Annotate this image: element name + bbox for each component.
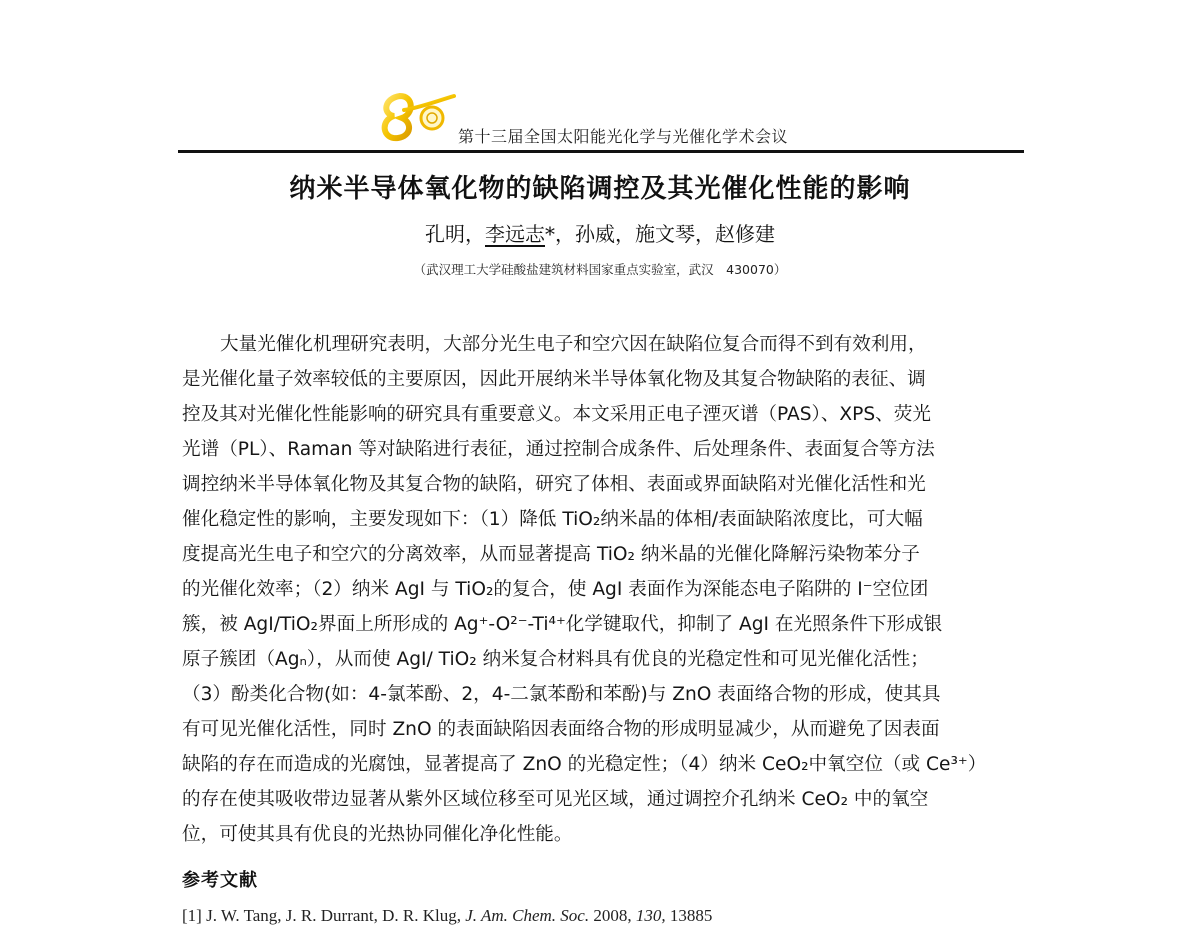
abstract-body bbox=[182, 327, 1022, 852]
abstract-line: 催化稳定性的影响，主要发现如下：（1）降低 TiO₂纳米晶的体相/表面缺陷浓度比，可大幅 bbox=[182, 509, 923, 530]
abstract-line: 的存在使其吸收带边显著从紫外区域位移至可见光区域，通过调控介孔纳米 CeO₂ 中的氧空 bbox=[182, 789, 929, 810]
conference-name: 第十三届全国太阳能光化学与光催化学术会议 bbox=[458, 127, 789, 146]
abstract-line: 是光催化量子效率较低的主要原因，因此开展纳米半导体氧化物及其复合物缺陷的表征、调 bbox=[182, 369, 926, 390]
abstract-line: 控及其对光催化性能影响的研究具有重要意义。本文采用正电子湮灭谱（PAS）、XPS、荧光 bbox=[182, 404, 931, 425]
corresponding-mark: * bbox=[545, 222, 555, 246]
abstract-line: 簇，被 AgI/TiO₂界面上所形成的 Ag⁺-O²⁻-Ti⁴⁺化学键取代，抑制了 AgI 在光照条件下形成银 bbox=[182, 614, 943, 635]
abstract-line: 位，可使其具有优良的光热协同催化净化性能。 bbox=[182, 824, 573, 845]
author-list: 孔明，李远志*，孙威，施文琴，赵修建 bbox=[425, 222, 775, 246]
affiliation: （武汉理工大学硅酸盐建筑材料国家重点实验室，武汉 430070） bbox=[413, 262, 787, 277]
author-name: 施文琴 bbox=[635, 222, 695, 246]
author-name: 赵修建 bbox=[715, 222, 775, 246]
abstract-line: 度提高光生电子和空穴的分离效率，从而显著提高 TiO₂ 纳米晶的光催化降解污染物苯分子 bbox=[182, 544, 920, 565]
corresponding-author-name: 李远志 bbox=[485, 222, 545, 246]
reference-label: [1] bbox=[182, 906, 202, 925]
abstract-line: 光谱（PL）、Raman 等对缺陷进行表征，通过控制合成条件、后处理条件、表面复合等方法 bbox=[182, 439, 935, 460]
header-divider bbox=[178, 150, 1024, 153]
reference-volume: 130, bbox=[635, 906, 666, 925]
abstract-line: 大量光催化机理研究表明，大部分光生电子和空穴因在缺陷位复合而得不到有效利用， bbox=[220, 334, 927, 355]
abstract-line: 调控纳米半导体氧化物及其复合物的缺陷，研究了体相、表面或界面缺陷对光催化活性和光 bbox=[182, 474, 926, 495]
reference-pages: 13885 bbox=[669, 906, 713, 925]
abstract-line: 缺陷的存在而造成的光腐蚀，显著提高了 ZnO 的光稳定性；（4）纳米 CeO₂中氧空位（或 Ce³⁺） bbox=[182, 754, 987, 775]
reference-year: 2008, bbox=[593, 906, 632, 925]
reference-journal: J. Am. Chem. Soc. bbox=[465, 906, 590, 925]
abstract-line: 有可见光催化活性，同时 ZnO 的表面缺陷因表面络合物的形成明显减少，从而避免了因表面 bbox=[182, 719, 940, 740]
references-heading: 参考文献 bbox=[182, 870, 258, 891]
abstract-line: 原子簇团（Agₙ），从而使 AgI/ TiO₂ 纳米复合材料具有优良的光稳定性和可见光催化活性； bbox=[182, 649, 929, 670]
anniversary-logo-icon bbox=[378, 88, 458, 144]
author-name: 孙威 bbox=[575, 222, 615, 246]
reference-authors: J. W. Tang, J. R. Durrant, D. R. Klug, bbox=[206, 906, 461, 925]
paper-title: 纳米半导体氧化物的缺陷调控及其光催化性能的影响 bbox=[289, 174, 911, 204]
abstract-line: 的光催化效率；（2）纳米 AgI 与 TiO₂的复合，使 AgI 表面作为深能态电子陷阱的 I⁻空位团 bbox=[182, 579, 929, 600]
author-name: 孔明 bbox=[425, 222, 465, 246]
abstract-line: （3）酚类化合物(如：4-氯苯酚、2，4-二氯苯酚和苯酚)与 ZnO 表面络合物的形成，使其具 bbox=[182, 684, 941, 705]
reference-item bbox=[182, 906, 712, 926]
